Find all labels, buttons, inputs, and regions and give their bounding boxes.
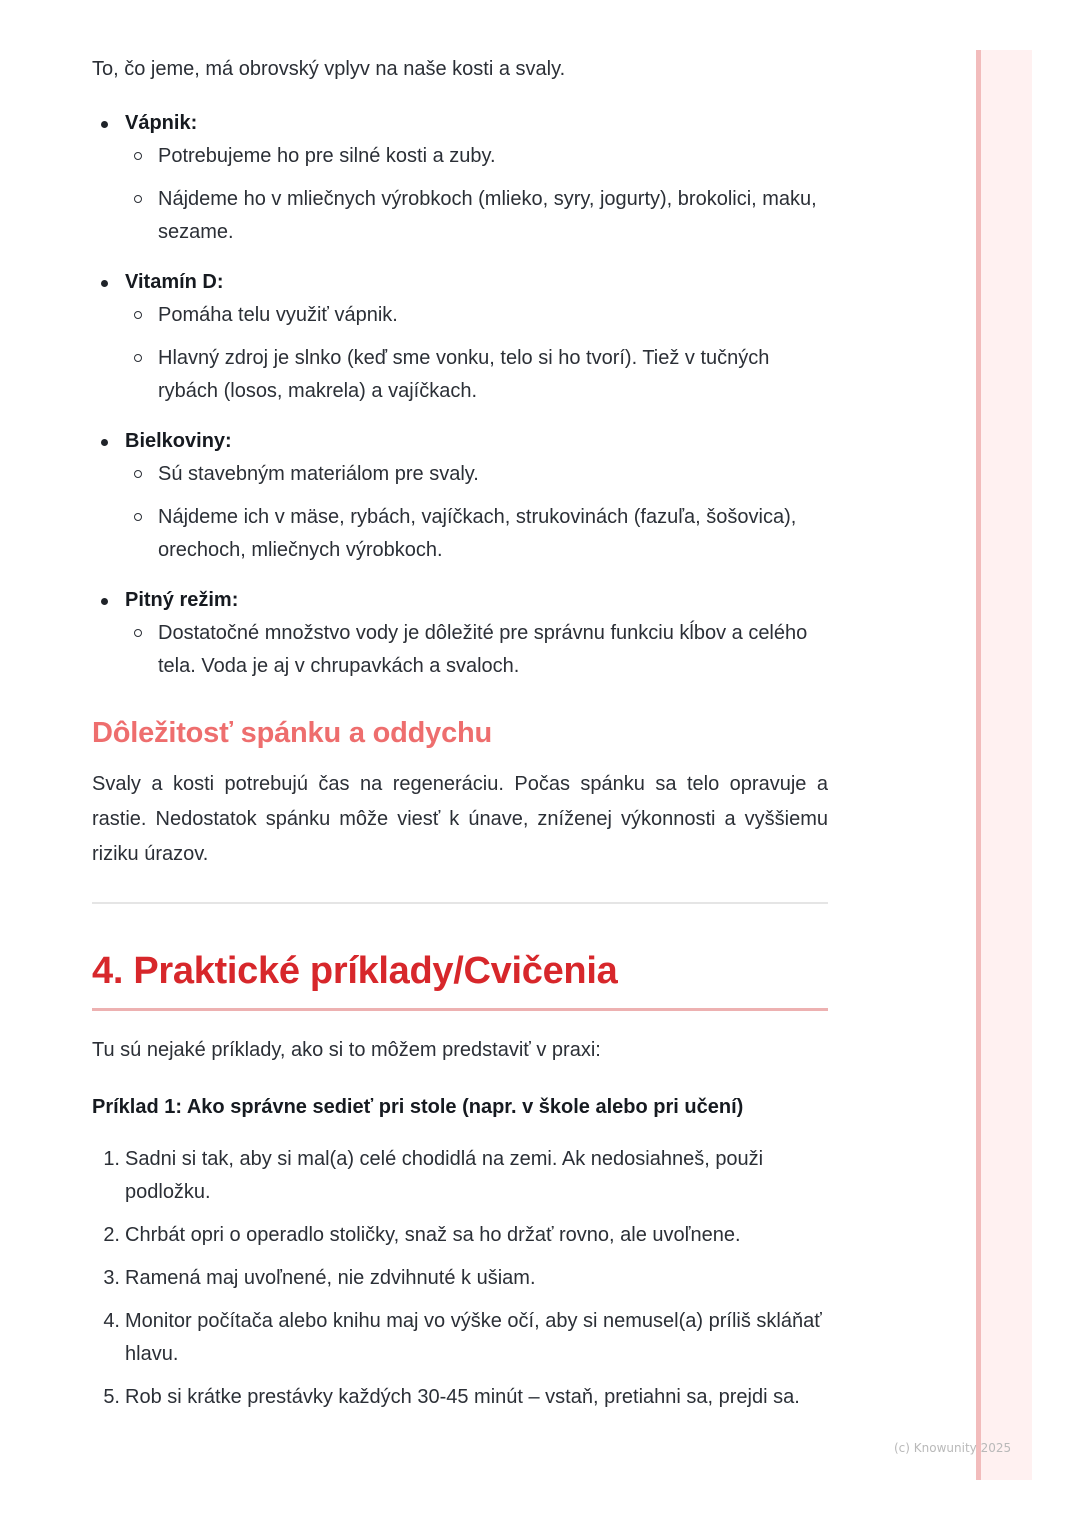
bullet-circle-icon (134, 513, 142, 521)
step-number: 2. (103, 1224, 120, 1246)
list-item (92, 425, 828, 567)
list-item (92, 584, 828, 683)
sub-list (125, 299, 828, 408)
section-heading: 4. Praktické príklady/Cvičenia (92, 946, 828, 1011)
bullet-dot-icon (101, 121, 108, 128)
sub-list (125, 458, 828, 567)
step-number: 5. (103, 1386, 120, 1408)
list-item (92, 1305, 828, 1371)
sidebar-accent-line (976, 50, 981, 1480)
step-text: Ramená maj uvoľnené, nie zdvihnuté k ušiam. (125, 1267, 536, 1289)
sleep-paragraph: Svaly a kosti potrebujú čas na regeneráciu. Počas spánku sa telo opravuje a rastie. Nedostatok spánku môže viesť k únave, zníženej výkonnosti a vyššiemu riziku úrazov. (92, 773, 828, 865)
step-text: Chrbát opri o operadlo stoličky, snaž sa ho držať rovno, ale uvoľnene. (125, 1224, 741, 1246)
step-number: 1. (103, 1148, 120, 1170)
section-intro: Tu sú nejaké príklady, ako si to môžem predstaviť v praxi: (92, 1039, 601, 1061)
sub-list-item (125, 458, 828, 491)
nutrient-list (92, 107, 828, 683)
bullet-circle-icon (134, 629, 142, 637)
sub-list-text: Nájdeme ich v mäse, rybách, vajíčkach, strukovinách (fazuľa, šošovica), orechoch, mliečnych výrobkoch. (158, 506, 797, 561)
bullet-circle-icon (134, 354, 142, 362)
list-item (92, 1219, 828, 1252)
nutrient-title: Pitný režim: (125, 589, 239, 611)
document-content (92, 52, 828, 1424)
sub-list (125, 140, 828, 249)
nutrient-title: Vitamín D: (125, 271, 224, 293)
sleep-heading: Dôležitosť spánku a oddychu (92, 717, 493, 749)
sub-list-text: Dostatočné množstvo vody je dôležité pre správnu funkciu kĺbov a celého tela. Voda je aj v chrupavkách a svaloch. (158, 622, 808, 677)
bullet-dot-icon (101, 598, 108, 605)
list-item (92, 1381, 828, 1414)
bullet-circle-icon (134, 152, 142, 160)
nutrient-title: Vápnik: (125, 112, 198, 134)
bullet-circle-icon (134, 195, 142, 203)
sub-list-text: Potrebujeme ho pre silné kosti a zuby. (158, 145, 496, 167)
sub-list-item (125, 299, 828, 332)
sub-list-text: Pomáha telu využiť vápnik. (158, 304, 398, 326)
sub-list-item (125, 140, 828, 173)
nutrient-title: Bielkoviny: (125, 430, 232, 452)
sub-list-item (125, 617, 828, 683)
bullet-circle-icon (134, 311, 142, 319)
step-text: Rob si krátke prestávky každých 30-45 minút – vstaň, pretiahni sa, prejdi sa. (125, 1386, 800, 1408)
intro-paragraph: To, čo jeme, má obrovský vplyv na naše kosti a svaly. (92, 58, 566, 80)
sub-list-item (125, 342, 828, 408)
example-title: Príklad 1: Ako správne sedieť pri stole (napr. v škole alebo pri učení) (92, 1096, 744, 1118)
bullet-circle-icon (134, 470, 142, 478)
step-text: Sadni si tak, aby si mal(a) celé chodidlá na zemi. Ak nedosiahneš, použi podložku. (125, 1148, 764, 1203)
margin-sidebar (976, 50, 1032, 1480)
step-text: Monitor počítača alebo knihu maj vo výške očí, aby si nemusel(a) príliš skláňať hlavu. (125, 1310, 822, 1365)
list-item (92, 266, 828, 408)
sub-list-text: Hlavný zdroj je slnko (keď sme vonku, telo si ho tvorí). Tiež v tučných rybách (losos, makrela) a vajíčkach. (158, 347, 770, 402)
bullet-dot-icon (101, 280, 108, 287)
sub-list (125, 617, 828, 683)
steps-list (92, 1143, 828, 1414)
divider (92, 902, 828, 904)
bullet-dot-icon (101, 439, 108, 446)
watermark: (c) Knowunity 2025 (894, 1441, 1012, 1455)
sub-list-text: Sú stavebným materiálom pre svaly. (158, 463, 479, 485)
sub-list-text: Nájdeme ho v mliečnych výrobkoch (mlieko, syry, jogurty), brokolici, maku, sezame. (158, 188, 817, 243)
list-item (92, 107, 828, 249)
list-item (92, 1262, 828, 1295)
sub-list-item (125, 501, 828, 567)
sub-list-item (125, 183, 828, 249)
list-item (92, 1143, 828, 1209)
step-number: 3. (103, 1267, 120, 1289)
step-number: 4. (103, 1310, 120, 1332)
